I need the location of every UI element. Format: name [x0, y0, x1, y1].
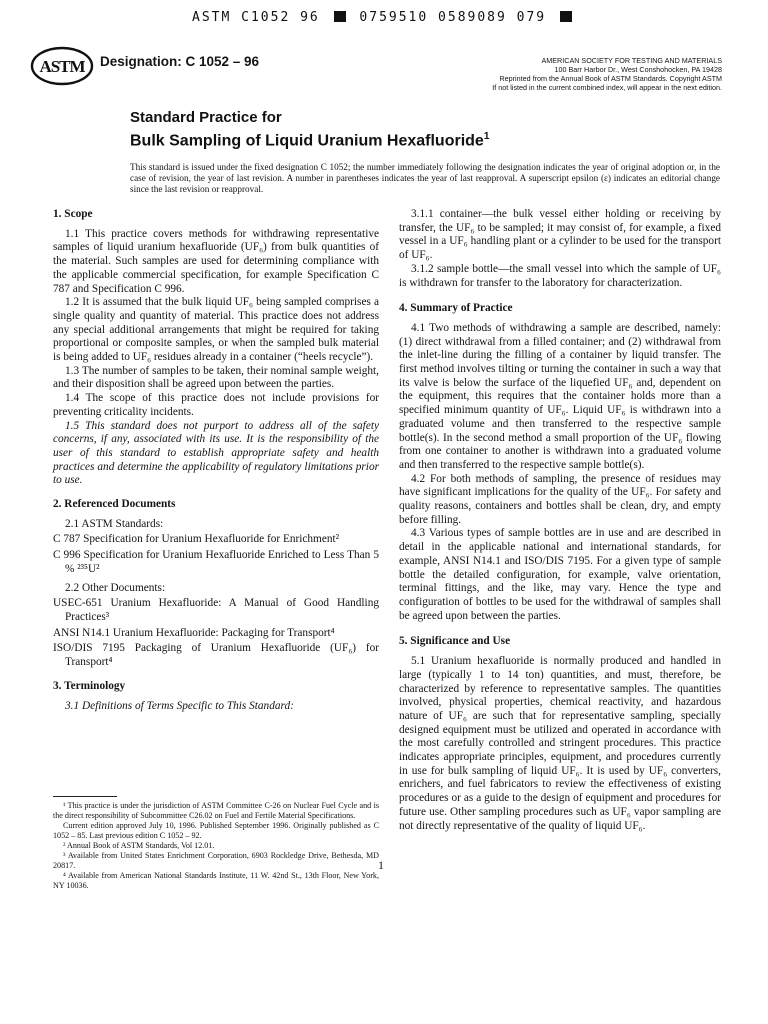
code-block-mark: [334, 11, 346, 22]
society-line: 100 Barr Harbor Dr., West Conshohocken, PA 19428: [554, 65, 722, 74]
paragraph-4-1: 4.1 Two methods of withdrawing a sample are described, namely: (1) direct withdrawal from a filled container; and (2) withdrawal from the inlet-line during the filling of a container by liquid transfer. The first method involves tilting or turning the container in such a way that its valve is below the surface of the liquefied UF₆ and, dependent on the equipment, this requires that the container holds more than a specified minimum quantity of UF₆. Liquid UF₆ is withdrawn into a graduated volume and then transferred to the respective sample bottle(s). In the second method a small proportion of the UF₆ flowing from one container to another is withdrawn into a graduated volume and then transferred to the respective sample bottle(s).: [399, 321, 721, 471]
document-code-line: [0, 10, 768, 25]
society-line: Reprinted from the Annual Book of ASTM Standards. Copyright ASTM: [499, 74, 722, 83]
title-text: Bulk Sampling of Liquid Uranium Hexafluoride: [130, 132, 484, 150]
svg-text:ASTM: ASTM: [39, 57, 85, 76]
paragraph-1-2: 1.2 It is assumed that the bulk liquid UF₆ being sampled comprises a single quality and quantity of material. This practice does not address any special additional arrangements that might be required for taking proportional or composite samples, or when the sampled bulk material is being added to UF₆ residues already in a container (“heels recycle”).: [53, 296, 379, 364]
society-line: If not listed in the current combined index, will appear in the next edition.: [492, 83, 722, 92]
title-footnote-mark: 1: [483, 131, 490, 142]
code-block-mark: [560, 11, 572, 22]
paragraph-3-1-2: 3.1.2 sample bottle—the small vessel into which the sample of UF₆ is withdrawn for transfer to the laboratory for characterization.: [399, 262, 721, 289]
other-documents-heading: 2.2 Other Documents:: [65, 581, 166, 594]
society-info: [402, 56, 722, 92]
title-line-2: [130, 127, 489, 151]
section-heading-references: 2. Referenced Documents: [53, 498, 176, 511]
astm-logo: [30, 46, 94, 86]
left-column: [53, 208, 379, 713]
astm-standards-heading: 2.1 ASTM Standards:: [65, 517, 164, 530]
paragraph-4-3: 4.3 Various types of sample bottles are in use and are described in detail in the applicable national and international standards, for example, ANSI N14.1 and ISO/DIS 7195. For a given type of sample bottle the detailed configuration, for example, valve orientation, terminal fittings, and the like, may vary. Hence the type and configuration of bottles to be used for the withdrawal of samples shall be agreed upon between the parties.: [399, 527, 721, 622]
paragraph-1-3: 1.3 The number of samples to be taken, their nominal sample weight, and their disposition shall be agreed upon between the parties.: [53, 364, 379, 391]
page-number: 1: [378, 858, 384, 872]
reference-item: USEC-651 Uranium Hexafluoride: A Manual of Good Handling Practices³: [53, 597, 379, 623]
reference-item: ANSI N14.1 Uranium Hexafluoride: Packaging for Transport⁴: [53, 626, 335, 639]
issue-note: This standard is issued under the fixed designation C 1052; the number immediately following the designation indicates the year of original adoption or, in the case of revision, the year of last revision. A number in parentheses indicates the year of last reapproval. A superscript epsilon (ε) indicates an editorial change since the last revision or reapproval.: [130, 162, 720, 194]
footnote-rule: [53, 796, 117, 797]
document-title: [130, 108, 489, 151]
title-line-1: Standard Practice for: [130, 109, 282, 126]
footnote-1: ¹ This practice is under the jurisdiction of ASTM Committee C-26 on Nuclear Fuel Cycle and is the direct responsibility of Subcommittee C26.02 on Fuel and Fertile Material Specifications.: [53, 801, 379, 820]
paragraph-5-1: 5.1 Uranium hexafluoride is normally produced and handled in large (typically 1 to 14 ton) quantities, and must, therefore, be characterized by reference to representative samples. The quantities involved, physical properties, chemical reactivity, and hazardous nature of UF₆ are such that for representative sampling, specially designed equipment must be utilized and operated in accordance with the most carefully controlled and stringent procedures. This practice indicates appropriate principles, equipment, and procedures currently in use for bulk sampling of liquid UF₆. It is used by UF₆ converters, enrichers, and fuel fabricators to review the effectiveness of existing procedures or as a guide to the design of equipment and procedures for future use. Other sampling procedures such as UF₆ vapor sampling are not directly representative of the quality of liquid UF₆.: [399, 655, 721, 832]
paragraph-4-2: 4.2 For both methods of sampling, the presence of residues may have significant implications for the quality of the UF₆. For safety and quality reasons, containers and bottles shall be clean, dry, and empty before filling.: [399, 472, 721, 526]
designation: Designation: C 1052 – 96: [100, 54, 260, 69]
footnote-2: ² Annual Book of ASTM Standards, Vol 12.01.: [63, 841, 215, 850]
footnote-1-edition: Current edition approved July 10, 1996. Published September 1996. Originally published as C 1052 – 85. Last previous edition C 1052 – 92.: [53, 821, 379, 840]
footnote-3: ³ Available from United States Enrichment Corporation, 6903 Rockledge Drive, Bethesda, MD 20817.: [53, 851, 379, 870]
paragraph-1-5: 1.5 This standard does not purport to address all of the safety concerns, if any, associated with its use. It is the responsibility of the user of this standard to establish appropriate safety and health practices and determine the applicability of regulatory limitations prior to use.: [53, 419, 379, 487]
document-code-numbers: 0759510 0589089 079: [359, 10, 547, 25]
section-heading-terminology: 3. Terminology: [53, 679, 126, 692]
reference-item: C 787 Specification for Uranium Hexafluoride for Enrichment²: [53, 533, 340, 546]
reference-item: ISO/DIS 7195 Packaging of Uranium Hexafluoride (UF₆) for Transport⁴: [53, 642, 379, 669]
reference-item: C 996 Specification for Uranium Hexafluoride Enriched to Less Than 5 % ²³⁵U²: [53, 549, 379, 575]
footnote-4: ⁴ Available from American National Standards Institute, 11 W. 42nd St., 13th Floor, New York, NY 10036.: [53, 871, 379, 890]
paragraph-3-1: 3.1 Definitions of Terms Specific to This Standard:: [65, 699, 294, 712]
society-line: AMERICAN SOCIETY FOR TESTING AND MATERIALS: [541, 56, 722, 65]
section-heading-summary: 4. Summary of Practice: [399, 302, 513, 315]
document-code-text: ASTM C1052 96: [192, 10, 320, 25]
footnotes: [53, 796, 379, 891]
section-heading-significance: 5. Significance and Use: [399, 635, 511, 648]
section-heading-scope: 1. Scope: [53, 208, 93, 220]
right-column: [399, 208, 721, 833]
paragraph-1-1: 1.1 This practice covers methods for withdrawing representative samples of liquid uranium hexafluoride (UF₆) from bulk quantities of the material. Such samples are used for determining compliance with the applicable commercial specification, for example Specification C 787 and Specification C 996.: [53, 227, 379, 295]
paragraph-1-4: 1.4 The scope of this practice does not include provisions for preventing criticality incidents.: [53, 392, 379, 418]
paragraph-3-1-1: 3.1.1 container—the bulk vessel either holding or receiving by transfer, the UF₆ to be sampled; it may consist of, for example, a fixed vessel in a UF₆ handling plant or a cylinder to be used for the transport of UF₆.: [399, 208, 721, 262]
